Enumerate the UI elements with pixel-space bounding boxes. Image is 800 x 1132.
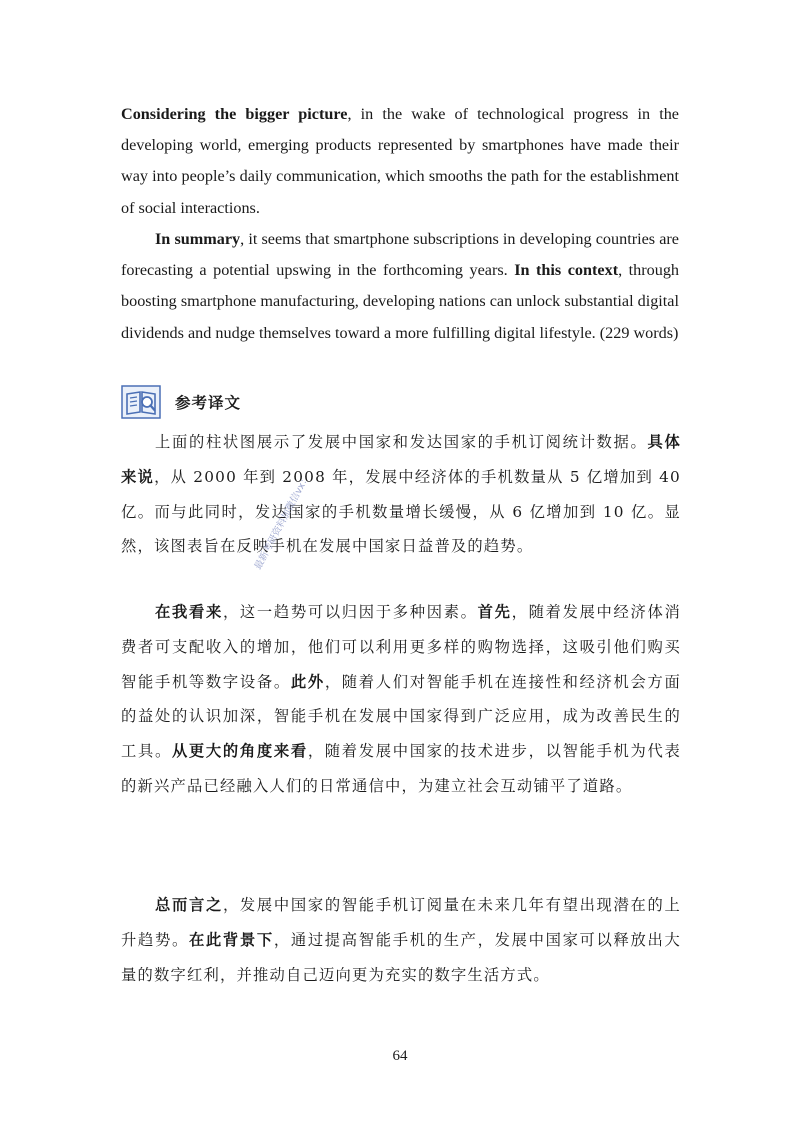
- text-run: ，随着发展中国家的技术进步，以智能手机为代表的新兴产品已经融入人们的日常通信中，为建立社会互动铺平了道路。: [121, 742, 681, 795]
- text-run: , in the wake of technological progress in the developing world, emerging products represented by smartphones have made their way into people’s daily communication, which smooths the path for the establishment of social interactions.: [121, 105, 679, 217]
- text-run: , it seems that smartphone subscriptions in developing countries are forecasting a potential upswing in the forthcoming years.: [121, 230, 679, 280]
- text-run: ，随着人们对智能手机在连接性和经济机会方面的益处的认识加深，智能手机在发展中国家得到广泛应用，成为改善民生的工具。: [121, 672, 681, 761]
- bold-lead: 总而言之: [155, 896, 223, 914]
- chinese-paragraph-1: [121, 425, 681, 564]
- bold-lead: In this context: [514, 261, 619, 280]
- text-run: 上面的柱状图展示了发展中国家和发达国家的手机订阅统计数据。: [155, 433, 648, 451]
- page-number: 64: [392, 1048, 408, 1064]
- chinese-paragraph-3: [121, 888, 681, 992]
- bold-lead: 在我看来: [155, 603, 223, 621]
- english-paragraph-2: [121, 224, 679, 349]
- bold-lead: 在此背景下: [188, 930, 274, 949]
- english-paragraph-1: [121, 99, 679, 224]
- text-run: ，发展中国家的智能手机订阅量在未来几年有望出现潜在的上升趋势。: [121, 896, 681, 949]
- text-run: ，通过提高智能手机的生产，发展中国家可以释放出大量的数字红利，并推动自己迈向更为充实的数字生活方式。: [121, 930, 681, 984]
- watermark: 最新考研资料加微信vx：: [252, 472, 313, 572]
- bold-lead: Considering the bigger picture: [121, 105, 348, 123]
- bold-lead: 具体来说: [121, 433, 681, 486]
- section-heading: [121, 382, 241, 422]
- text-run: ，随着发展中经济体消费者可支配收入的增加，他们可以利用更多样的购物选择，这吸引他们购买智能手机等数字设备。: [121, 603, 681, 691]
- chinese-paragraph-2: [121, 595, 681, 804]
- section-title: 参考译文: [175, 393, 242, 412]
- bold-lead: In summary: [155, 230, 241, 248]
- text-run: , through boosting smartphone manufacturing, developing nations can unlock substantial digital dividends and nudge themselves toward a more fulfilling digital lifestyle. (229 words): [121, 261, 680, 342]
- book-magnifier-icon: [121, 385, 161, 419]
- bold-lead: 此外: [290, 672, 325, 691]
- bold-lead: 从更大的角度来看: [171, 742, 308, 761]
- bold-lead: 首先: [477, 603, 512, 621]
- text-run: ，这一趋势可以归因于多种因素。: [222, 603, 478, 621]
- text-run: ，从 2000 年到 2008 年，发展中经济体的手机数量从 5 亿增加到 40 亿。而与此同时，发达国家的手机数量增长缓慢，从 6 亿增加到 10 亿。显然，该图表旨在反映手机在发展中国家日益普及的趋势。: [121, 467, 681, 556]
